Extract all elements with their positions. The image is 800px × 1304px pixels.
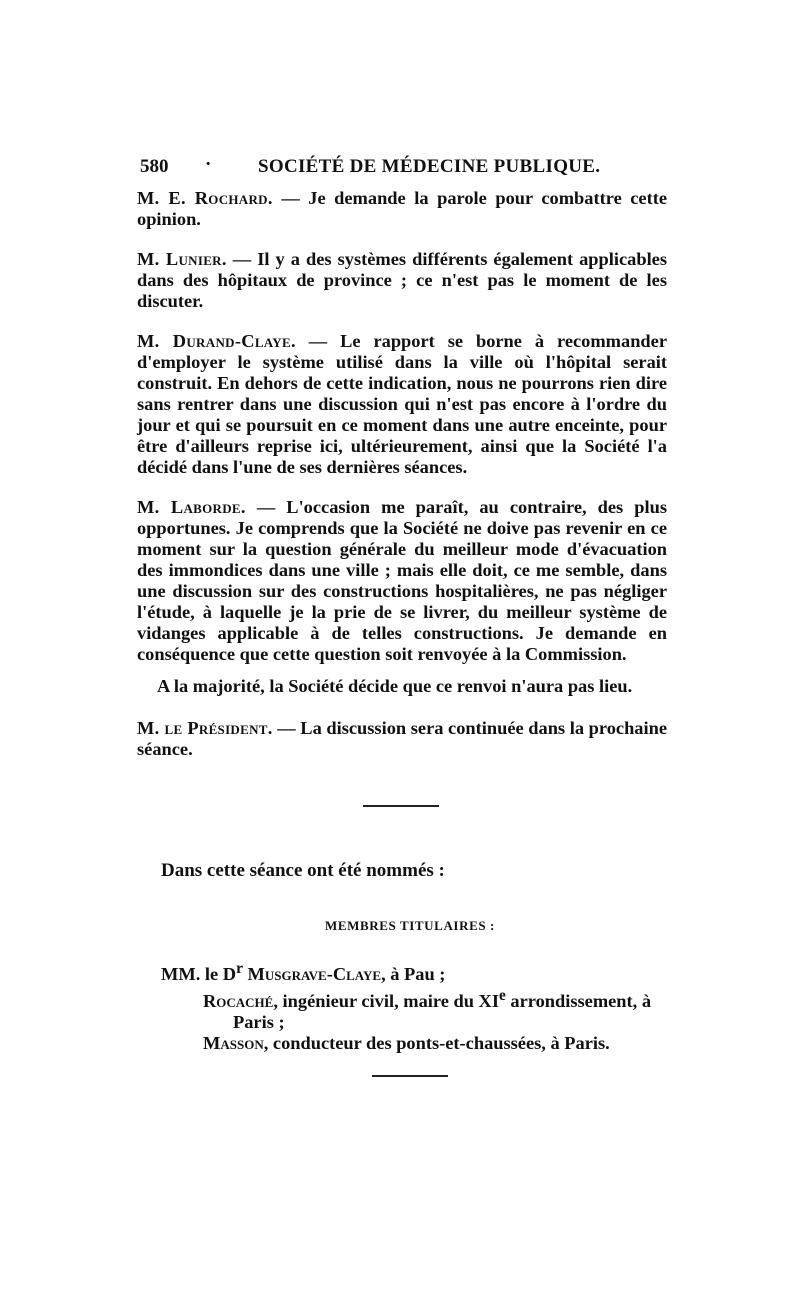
- discussion-text: [137, 188, 667, 760]
- appointed-intro: Dans cette séance ont été nommés :: [161, 860, 445, 881]
- superscript: r: [236, 960, 243, 977]
- member-entry: [203, 1033, 671, 1054]
- member-name: Masson: [203, 1033, 264, 1054]
- member-details: , ingénieur civil, maire du XI: [273, 991, 499, 1012]
- member-name: Rocaché: [203, 991, 274, 1012]
- paragraph-durand-claye: [137, 331, 667, 478]
- speaker-name: M. Lunier.: [137, 249, 227, 269]
- members-list: [161, 958, 671, 1054]
- member-entry: [203, 985, 671, 1012]
- running-title: SOCIÉTÉ DE MÉDECINE PUBLIQUE.: [258, 156, 601, 177]
- paragraph-lunier: [137, 249, 667, 312]
- speaker-name: M. Durand-Claye.: [137, 331, 296, 351]
- paragraph-rochard: [137, 188, 667, 230]
- page-number: 580: [140, 156, 169, 177]
- paragraph-text: — Je demande la parole pour combattre cette opinion.: [137, 188, 668, 229]
- superscript: e: [498, 987, 506, 1005]
- speaker-name: M. Laborde.: [137, 497, 246, 517]
- members-prefix: MM. le D: [161, 964, 237, 985]
- section-divider: [363, 805, 439, 807]
- paragraph-text: — Le rapport se borne à recommander d'employer le système utilisé dans la ville où l'hôpital serait construit. En dehors de cette indication, nous ne pourrons rien dire sans rentrer dans une discussion qui n'est pas encore à l'ordre du jour et qui se poursuit en ce moment dans une autre enceinte, pour être d'ailleurs reprise ici, ultérieurement, ainsi que la Société l'a décidé dans l'une de ses dernières séances.: [137, 331, 667, 477]
- member-details: , conducteur des ponts-et-chaussées, à Paris.: [263, 1033, 610, 1054]
- member-name: Musgrave-Claye: [247, 964, 382, 985]
- section-divider: [372, 1075, 448, 1077]
- vote-result: A la majorité, la Société décide que ce renvoi n'aura pas lieu.: [157, 676, 633, 696]
- members-heading: MEMBRES TITULAIRES :: [325, 918, 495, 933]
- header-separator: ·: [205, 154, 212, 175]
- speaker-name: M. E. Rochard.: [137, 188, 273, 208]
- paragraph-text: — L'occasion me paraît, au contraire, des plus opportunes. Je comprends que la Société ne doive pas revenir en ce moment sur la question générale du meilleur mode d'évacuation des immondices dans une ville ; mais elle doit, ce me semble, dans une discussion sur des constructions hospitalières, ne pas négliger l'étude, à laquelle je la prie de se livrer, du meilleur système de vidanges applicable à de telles constructions. Je demande en conséquence que cette question soit renvoyée à la Commission.: [137, 497, 667, 664]
- running-header: [140, 156, 670, 186]
- paragraph-laborde: [137, 497, 667, 665]
- member-details: , à Pau ;: [381, 964, 446, 985]
- speaker-name: M. le Président.: [137, 718, 273, 738]
- member-entry: [161, 958, 671, 985]
- member-details: arrondissement, à: [505, 991, 652, 1012]
- paragraph-text: — Il y a des systèmes différents également applicables dans des hôpitaux de province ; ce n'est pas le moment de les discuter.: [137, 249, 667, 311]
- member-entry-continued: Paris ;: [233, 1012, 285, 1033]
- paragraph-text: — La discussion sera continuée dans la prochaine séance.: [137, 718, 667, 759]
- paragraph-president: [137, 718, 667, 760]
